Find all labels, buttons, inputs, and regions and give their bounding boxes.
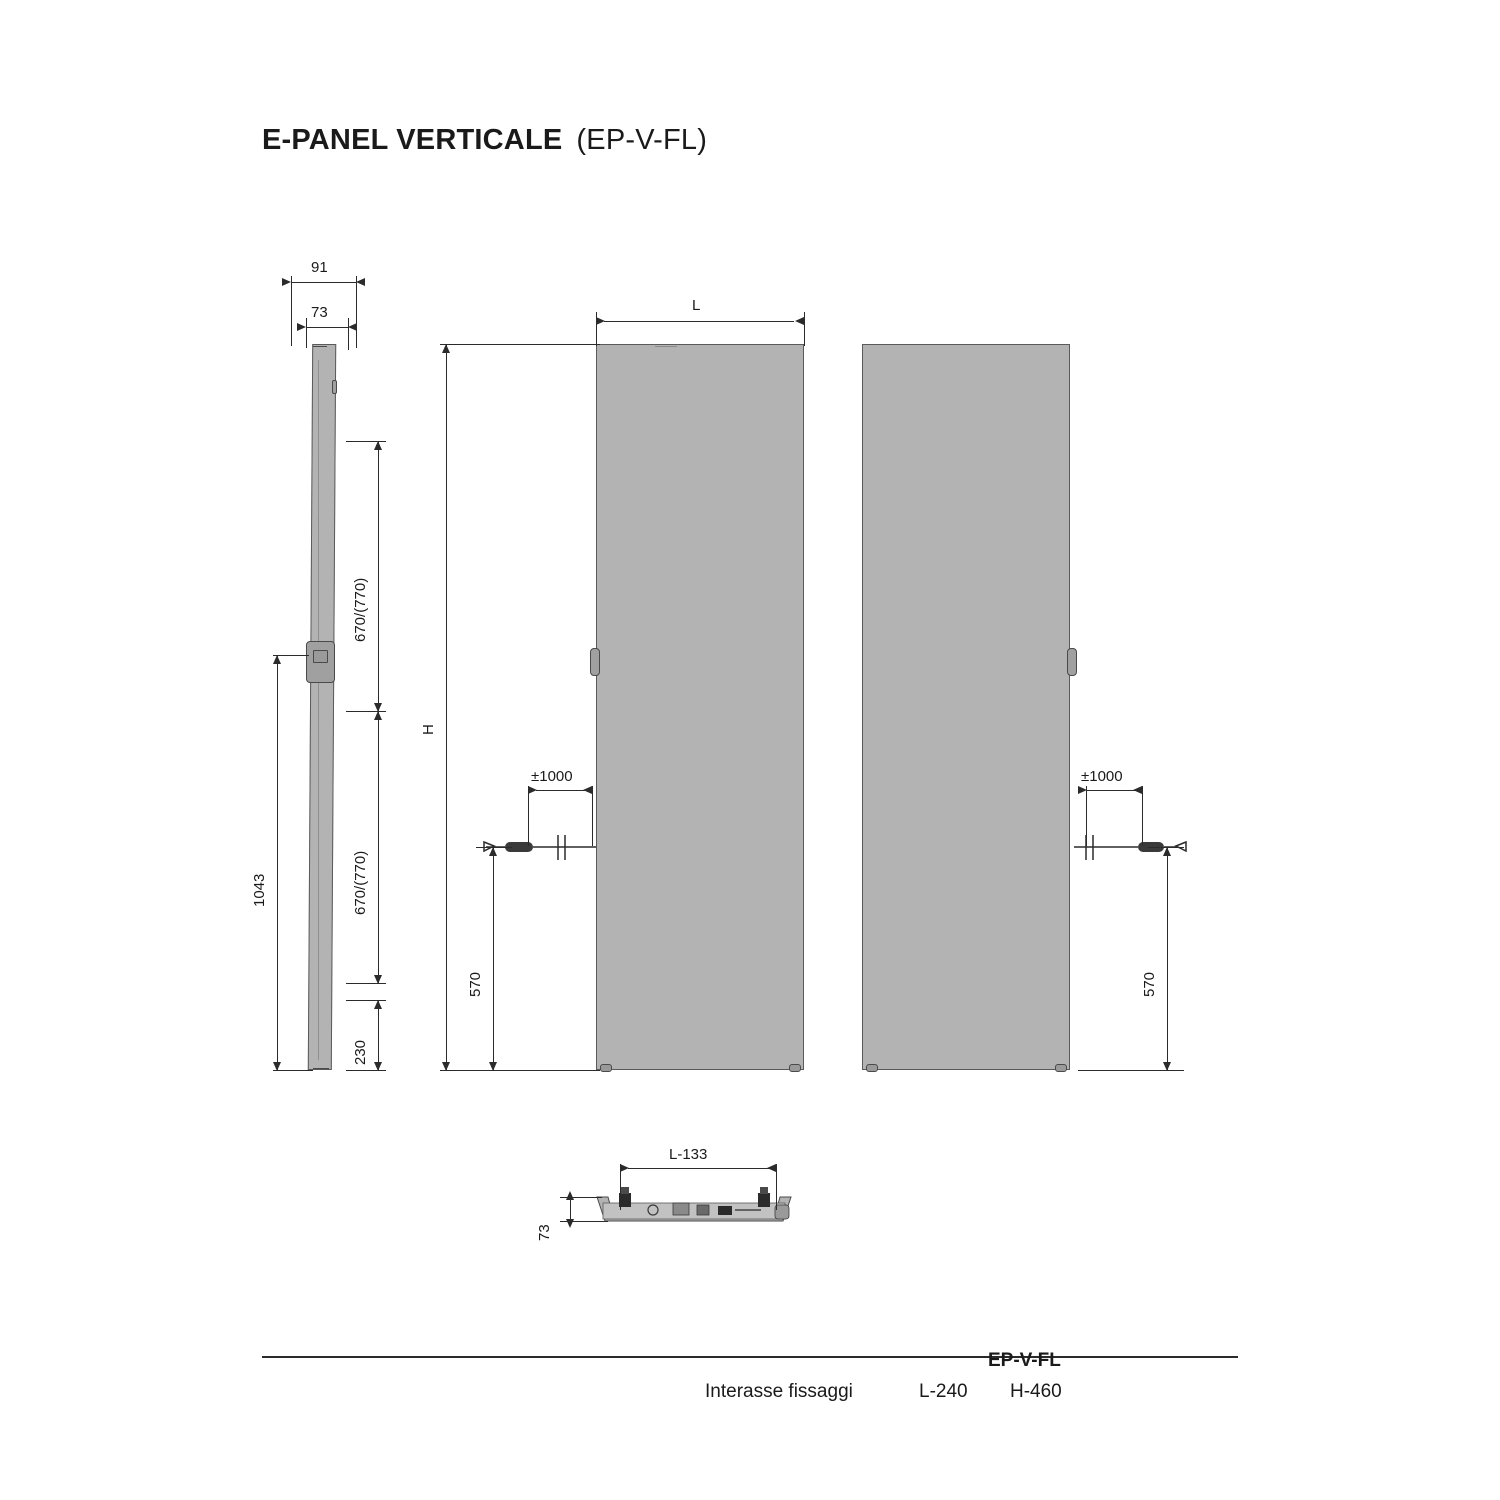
- dim-cable-left-text: ±1000: [531, 768, 573, 785]
- front-panel-foot-left: [600, 1064, 612, 1072]
- dim-L133-arrow-right: [767, 1164, 776, 1172]
- front-panel-mirrored-control-nub: [1067, 648, 1077, 676]
- dim-H-line: [446, 344, 447, 1070]
- footer-label: Interasse fissaggi: [705, 1381, 853, 1402]
- dim-H-ext-bottom: [440, 1070, 600, 1071]
- dim-upper-arrow-top: [374, 441, 382, 450]
- dim-L-ext-right: [804, 312, 805, 346]
- dim-L-arrow-left: [596, 317, 605, 325]
- dim-570-left-text: 570: [467, 971, 484, 997]
- dim-L-ext-left: [596, 312, 597, 346]
- side-profile-top-cap: [313, 346, 327, 347]
- dim-L-arrow-right: [795, 317, 804, 325]
- dim-91-ext-left: [291, 276, 292, 346]
- dim-570-right-line: [1167, 847, 1168, 1070]
- dim-cable-right-arrow-right: [1133, 786, 1142, 794]
- dim-1043-arrow-top: [273, 655, 281, 664]
- dim-H-ext-top: [440, 344, 600, 345]
- dim-L133-ext-right: [776, 1164, 777, 1210]
- dim-cable-right-line: [1086, 790, 1140, 791]
- dim-upper-text: 670/(770): [352, 577, 369, 642]
- dim-L133-line: [628, 1168, 774, 1169]
- dim-91-line: [291, 282, 356, 283]
- footer-value-l: L-240: [919, 1381, 968, 1402]
- dim-H-arrow-top: [442, 344, 450, 353]
- dim-570-left-arrow-bottom: [489, 1062, 497, 1071]
- dim-73-arrow-left: [297, 323, 306, 331]
- dim-73-line: [306, 327, 348, 328]
- dim-base73-arrow-top: [566, 1191, 574, 1200]
- dim-230-line: [378, 1000, 379, 1070]
- dim-upper-line: [378, 441, 379, 711]
- dim-L133-text: L-133: [669, 1146, 708, 1163]
- side-profile-top-nub: [332, 380, 337, 394]
- footer-model: EP-V-FL: [988, 1350, 1061, 1371]
- dim-H-text: H: [420, 724, 437, 735]
- product-name: E-PANEL VERTICALE: [262, 124, 563, 156]
- dim-L133-ext-left: [620, 1164, 621, 1210]
- dim-base73-line: [570, 1197, 571, 1221]
- dim-H-arrow-bottom: [442, 1062, 450, 1071]
- front-panel-foot-right: [789, 1064, 801, 1072]
- footer-divider: [262, 1356, 1238, 1358]
- dim-L-line: [604, 321, 794, 322]
- dim-cable-left-arrow-left: [528, 786, 537, 794]
- front-panel-top-vent: [655, 346, 677, 347]
- dim-cable-right-ext-b: [1142, 786, 1143, 846]
- dim-570-right-text: 570: [1141, 971, 1158, 997]
- dim-570-right-arrow-top: [1163, 847, 1171, 856]
- side-profile-bottom-cap: [313, 1068, 329, 1069]
- cable-right-graphic: [1060, 820, 1200, 890]
- dim-230-arrow-bottom: [374, 1062, 382, 1071]
- dim-base73-text: 73: [536, 1224, 553, 1241]
- front-panel-mirrored-foot-left: [866, 1064, 878, 1072]
- dim-lower-arrow-top: [374, 711, 382, 720]
- dim-230-text: 230: [352, 1039, 369, 1065]
- dim-base73-arrow-bottom: [566, 1219, 574, 1228]
- dim-230-arrow-top: [374, 1000, 382, 1009]
- dim-570-left-arrow-top: [489, 847, 497, 856]
- dim-cable-right-text: ±1000: [1081, 768, 1123, 785]
- dim-L133-arrow-left: [620, 1164, 629, 1172]
- control-module-display: [313, 650, 328, 663]
- front-panel-mirrored-foot-right: [1055, 1064, 1067, 1072]
- dim-cable-right-ext-a: [1086, 786, 1087, 846]
- page-title: [262, 124, 707, 157]
- dim-570-left-line: [493, 847, 494, 1070]
- front-panel-control-nub: [590, 648, 600, 676]
- dim-91-text: 91: [311, 259, 328, 276]
- product-code: (EP-V-FL): [576, 124, 708, 156]
- footer-value-h: H-460: [1010, 1381, 1062, 1402]
- dim-lower-arrow-bottom: [374, 975, 382, 984]
- dim-cable-left-line: [536, 790, 590, 791]
- dim-91-arrow-right: [356, 278, 365, 286]
- side-profile-edge: [318, 360, 319, 1060]
- dim-91-ext-right: [356, 276, 357, 348]
- side-profile-body: [308, 344, 336, 1070]
- dim-cable-left-arrow-right: [583, 786, 592, 794]
- dim-73-arrow-right: [348, 323, 357, 331]
- dim-73-text: 73: [311, 304, 328, 321]
- dim-1043-arrow-bottom: [273, 1062, 281, 1071]
- dim-73-ext-right: [348, 318, 349, 350]
- dim-cable-left-ext-b: [592, 786, 593, 846]
- dim-1043-line: [277, 655, 278, 1070]
- dim-L-text: L: [692, 297, 701, 314]
- dim-lower-line: [378, 711, 379, 983]
- front-panel: [596, 344, 804, 1070]
- dim-lower-text: 670/(770): [352, 850, 369, 915]
- dim-cable-left-ext-a: [528, 786, 529, 846]
- dim-73-ext-left: [306, 318, 307, 348]
- dim-570-right-arrow-bottom: [1163, 1062, 1171, 1071]
- dim-91-arrow-left: [282, 278, 291, 286]
- front-panel-mirrored: [862, 344, 1070, 1070]
- dim-1043-text: 1043: [251, 873, 268, 907]
- base-section-graphic: [575, 1185, 815, 1245]
